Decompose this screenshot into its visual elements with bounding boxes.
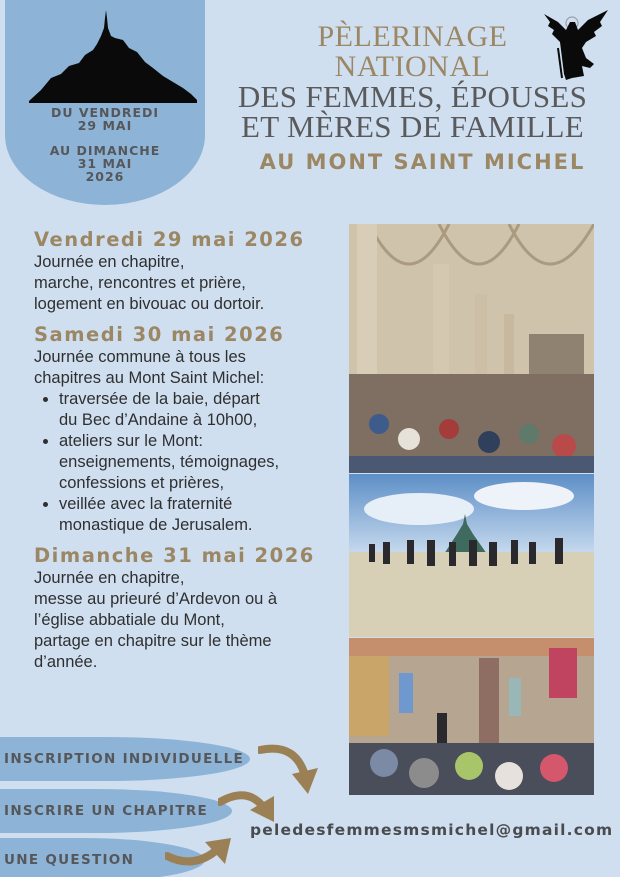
- day-sunday: [34, 544, 344, 673]
- date-badge: [5, 0, 205, 205]
- title-line: PÈLERINAGE: [317, 20, 508, 53]
- photo-bay-crossing: [349, 474, 594, 637]
- activity-list: [40, 389, 344, 536]
- activity-item: veillée avec la fraternité monastique de Jerusalem.: [40, 494, 344, 536]
- individual-registration-button[interactable]: INSCRIPTION INDIVIDUELLE: [0, 737, 250, 781]
- photo-church-assembly: [349, 638, 594, 795]
- activity-item: traversée de la baie, départ du Bec d’Andaine à 10h00,: [40, 389, 344, 431]
- day-line: Journée en chapitre,: [34, 253, 185, 271]
- day-line: l’église abbatiale du Mont,: [34, 611, 225, 629]
- date-line: DU VENDREDI: [50, 105, 160, 120]
- title-line: ET MÈRES DE FAMILLE: [241, 109, 584, 144]
- curved-arrow-icon: [218, 786, 280, 824]
- date-line: AU DIMANCHE: [49, 143, 161, 158]
- curved-arrow-icon: [165, 836, 235, 872]
- archangel-icon: [542, 8, 612, 80]
- activity-item: ateliers sur le Mont: enseignements, témoignages, confessions et prières,: [40, 431, 344, 494]
- title-location: AU MONT SAINT MICHEL: [259, 150, 586, 174]
- programme: [34, 228, 344, 678]
- date-line: 31 MAI: [77, 156, 133, 171]
- day-saturday: [34, 323, 344, 536]
- day-friday: [34, 228, 344, 315]
- day-title: Samedi 30 mai 2026: [34, 323, 285, 346]
- day-line: logement en bivouac ou dortoir.: [34, 295, 265, 313]
- day-line: messe au prieuré d’Ardevon ou à: [34, 590, 278, 608]
- day-line: Journée en chapitre,: [34, 569, 185, 587]
- photo-gothic-hall: [349, 224, 594, 473]
- day-line: Journée commune à tous les: [34, 348, 246, 366]
- day-line: marche, rencontres et prière,: [34, 274, 246, 292]
- day-line: partage en chapitre sur le thème: [34, 632, 272, 650]
- contact-email-link[interactable]: peledesfemmesmsmichel@gmail.com: [250, 821, 614, 839]
- title-line: DES FEMMES, ÉPOUSES: [237, 79, 588, 114]
- question-button[interactable]: UNE QUESTION: [0, 838, 205, 877]
- date-line: 2026: [85, 169, 125, 184]
- mont-saint-michel-icon: [27, 8, 199, 103]
- day-title: Vendredi 29 mai 2026: [34, 228, 305, 251]
- date-line: 29 MAI: [77, 118, 133, 133]
- day-line: d’année.: [34, 653, 98, 671]
- title-line: NATIONAL: [334, 50, 491, 83]
- chapter-registration-button[interactable]: INSCRIRE UN CHAPITRE: [0, 789, 232, 833]
- day-line: chapitres au Mont Saint Michel:: [34, 369, 265, 387]
- day-title: Dimanche 31 mai 2026: [34, 544, 315, 567]
